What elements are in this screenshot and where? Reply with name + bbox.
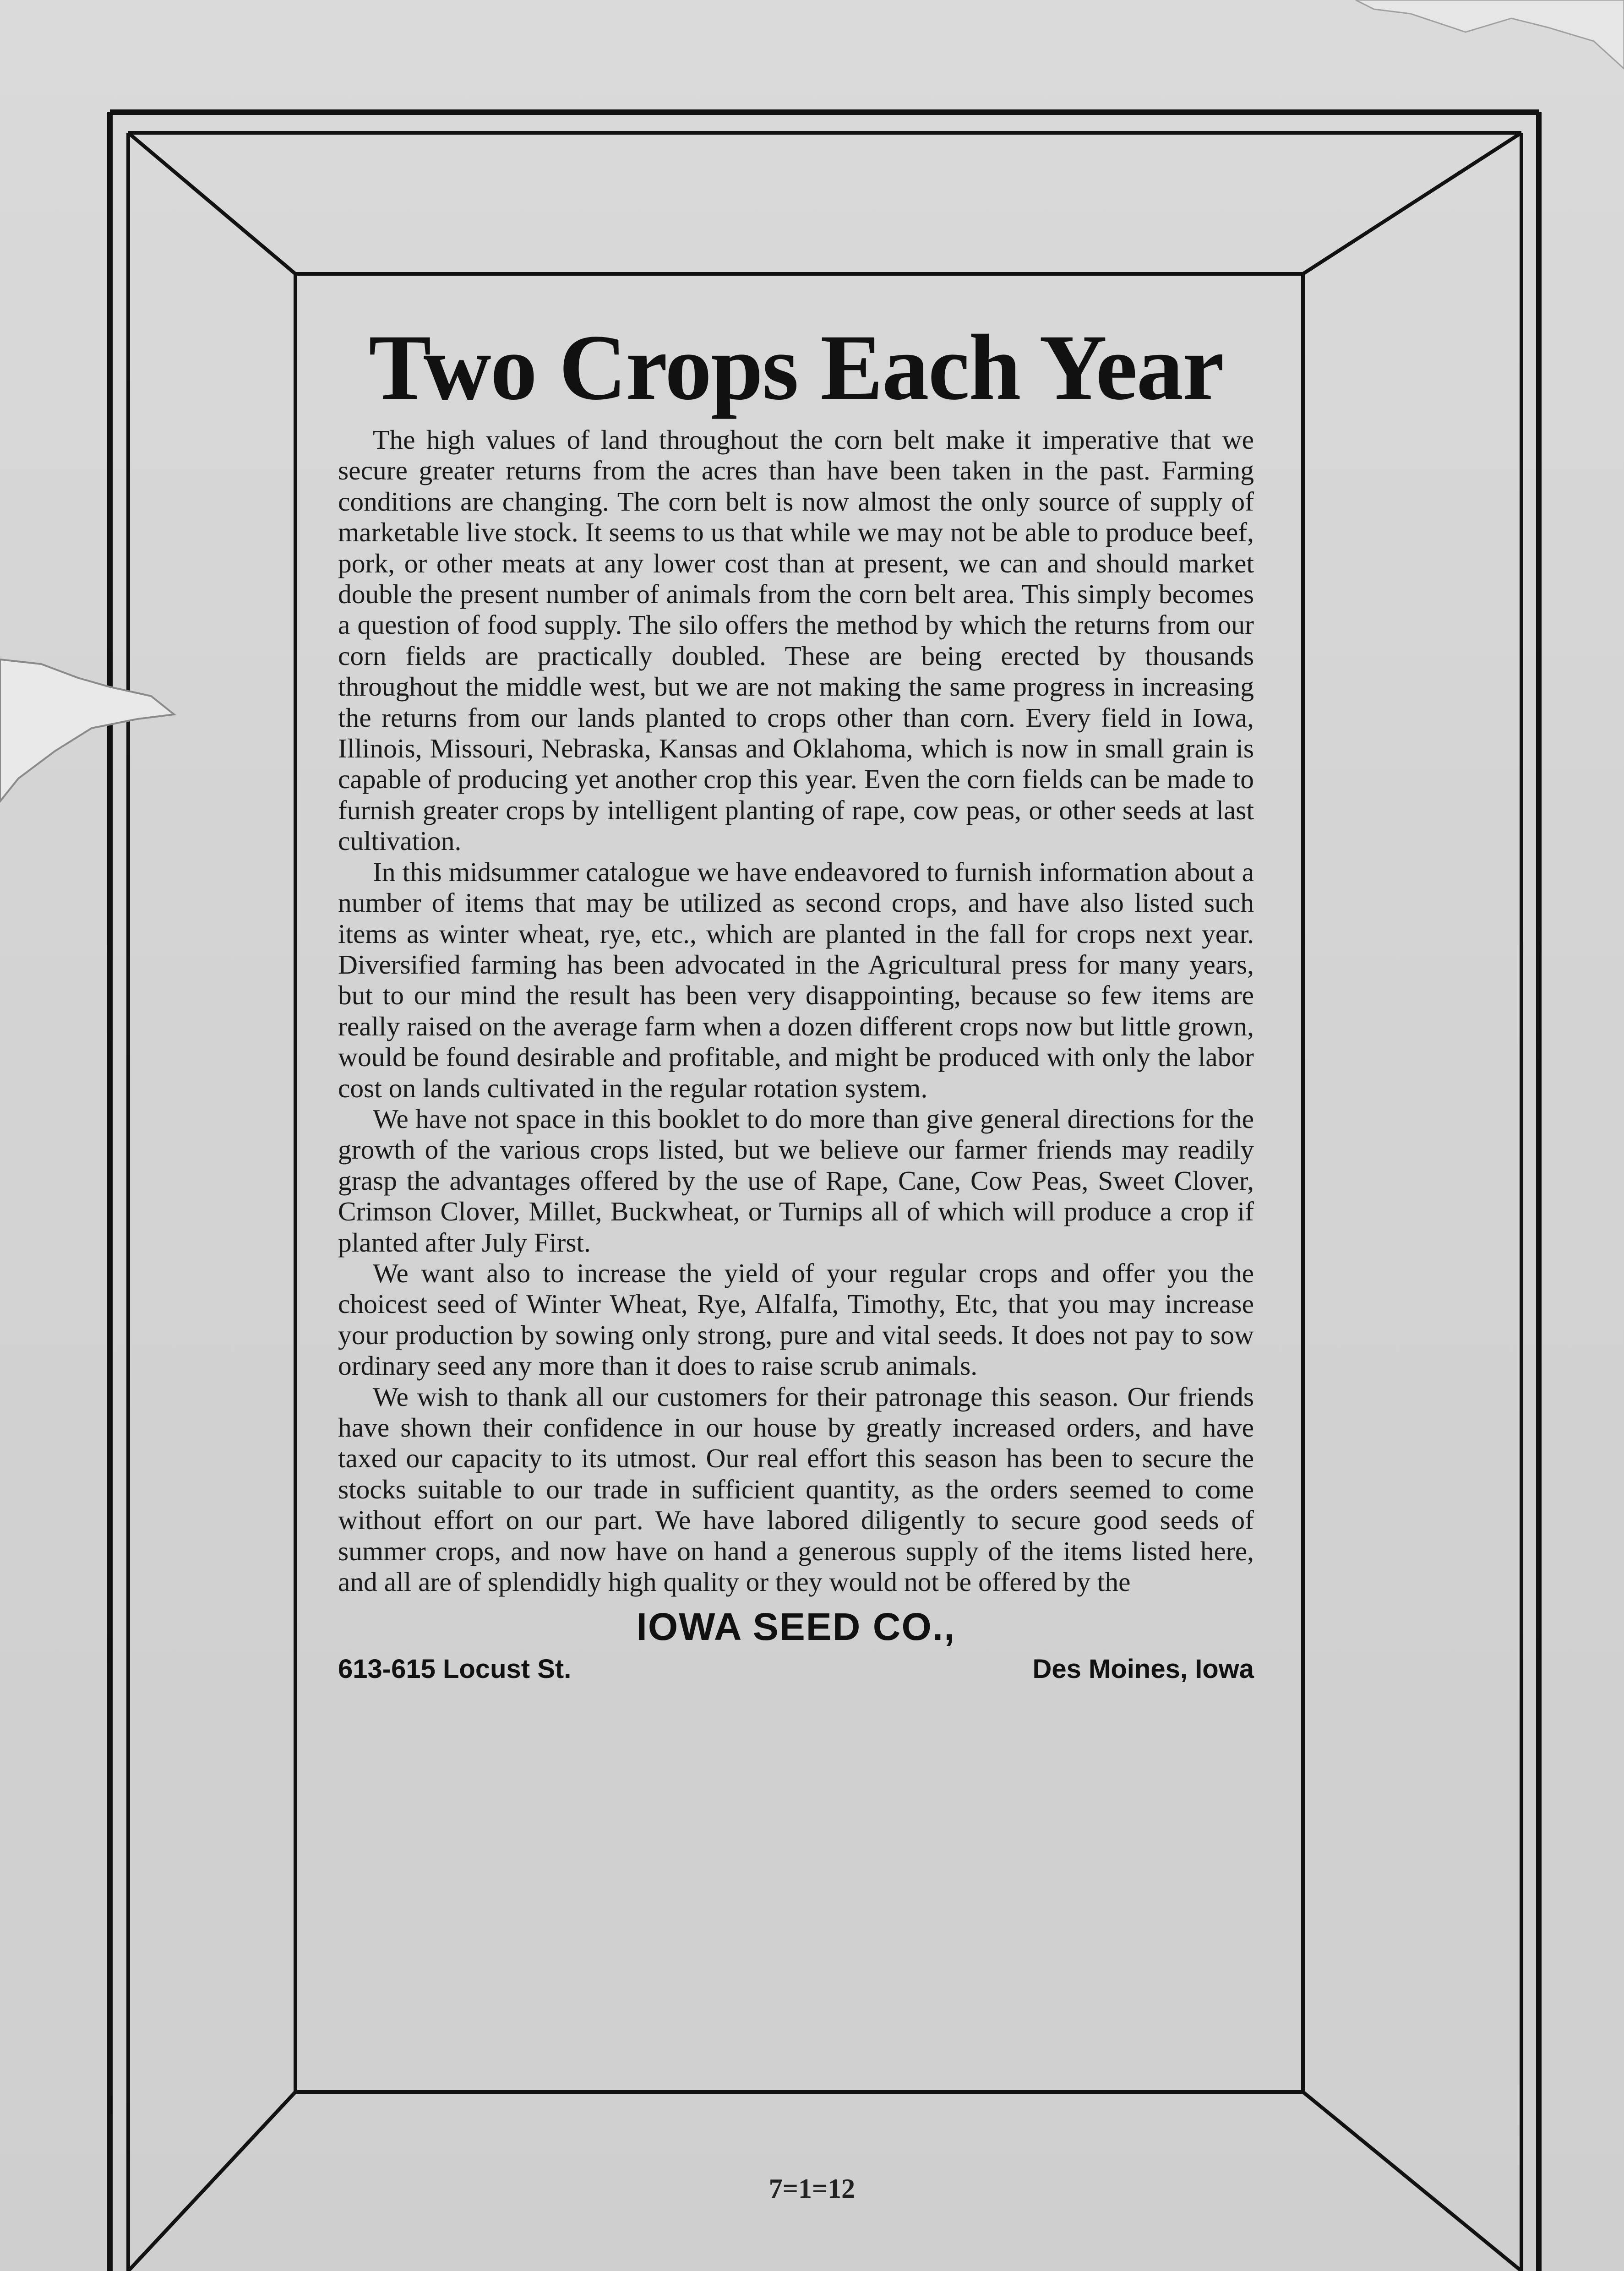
article-paragraph-3: We have not space in this booklet to do more than give general directions for the growth of the various crops listed, but we believe our farmer friends may readily grasp the advantages offered by the use of Rape, Cane, Cow Peas, Sweet Clover, Crimson Clover, Millet, Buckwheat, or Turnips all of which will produce a crop if planted after July First. — [338, 1103, 1254, 1258]
catalogue-date: 7=1=12 — [768, 2173, 856, 2204]
article-paragraph-2: In this midsummer catalogue we have endeavored to furnish information about a number of items that may be utilized as second crops, and have also listed such items as winter wheat, rye, etc., which are planted in the fall for crops next year. Diversified farming has been advocated in the Agricultural press for many years, but to our mind the result has been very disappointing, because so few items are really raised on the average farm when a dozen different crops now but little grown, would be found desirable and profitable, and might be produced with only the labor cost on lands cultivated in the regular rotation system. — [338, 856, 1254, 1103]
city-state: Des Moines, Iowa — [1032, 1654, 1254, 1684]
article-paragraph-1: The high values of land throughout the corn belt make it imperative that we secure greater returns from the acres than have been taken in the past. Farming conditions are changing. The corn belt is now almost the only source of supply of marketable live stock. It seems to us that while we may not be able to produce beef, pork, or other meats at any lower cost than at present, we can and should market double the present number of animals from the corn belt area. This simply becomes a question of food supply. The silo offers the method by which the returns from our corn fields are practically doubled. These are being erected by thousands throughout the middle west, but we are not making the same progress in increasing the returns from our lands planted to crops other than corn. Every field in Iowa, Illinois, Missouri, Nebraska, Kansas and Oklahoma, which is now in small grain is capable of producing yet another crop this year. Even the corn fields can be made to furnish greater crops by intelligent planting of rape, cow peas, or other seeds at last cultivation. — [338, 425, 1254, 856]
company-address — [338, 1654, 1254, 1684]
company-name: IOWA SEED CO., — [636, 1605, 956, 1649]
article-title: Two Crops Each Year — [369, 316, 1223, 419]
article-paragraph-4: We want also to increase the yield of your regular crops and offer you the choicest seed of Winter Wheat, Rye, Alfalfa, Timothy, Etc, that you may increase your production by sowing only strong, pure and vital seeds. It does not pay to sow ordinary seed any more than it does to raise scrub animals. — [338, 1258, 1254, 1381]
article-panel — [338, 316, 1254, 2029]
street-address: 613-615 Locust St. — [338, 1654, 572, 1684]
article-paragraph-5: We wish to thank all our customers for their patronage this season. Our friends have shown their confidence in our house by greatly increased orders, and have taxed our capacity to its utmost. Our real effort this season has been to secure the stocks suitable to our trade in sufficient quantity, as the orders seemed to come without effort on our part. We have labored diligently to secure good seeds of summer crops, and now have on hand a generous supply of the items listed here, and all are of splendidly high quality or they would not be offered by the — [338, 1381, 1254, 1597]
